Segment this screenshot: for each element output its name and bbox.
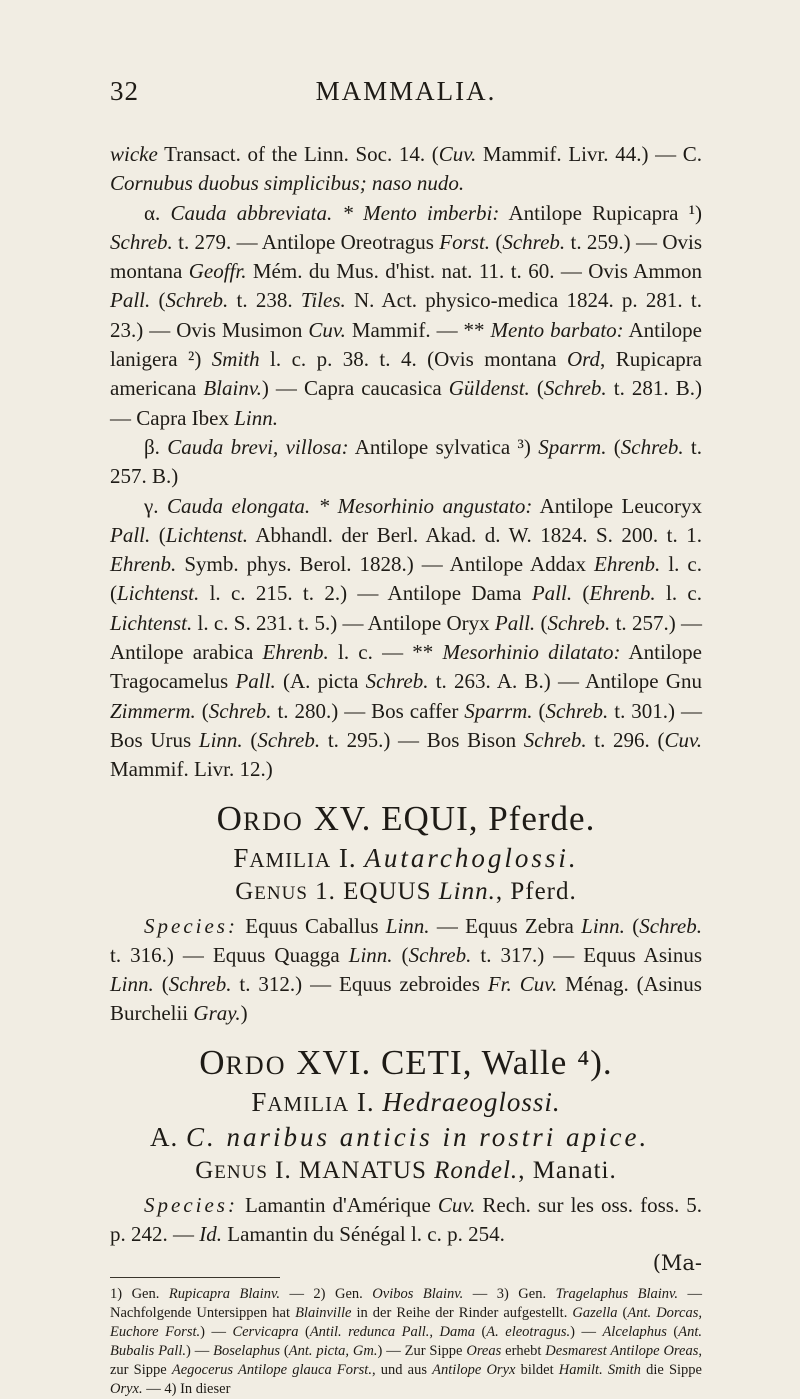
text-run: Ehrenb. <box>262 640 329 665</box>
text-run: Zimmerm. <box>110 698 196 723</box>
text-run: ( <box>150 288 166 313</box>
paragraph-cornubus <box>110 140 702 199</box>
text-run: Ord <box>566 347 601 372</box>
genus-heading-equus <box>110 878 702 906</box>
text-run: Linn. <box>438 877 496 905</box>
text-run: Schreb. <box>620 434 684 459</box>
text-run: Hedraeoglossi. <box>382 1086 561 1117</box>
text-run: ) — Zur Sippe <box>377 1343 467 1360</box>
text-run: Ehrenb. <box>594 552 661 577</box>
text-run: , und aus <box>371 1362 433 1379</box>
text-run: Species: <box>144 1192 238 1217</box>
text-run: ( <box>490 229 503 254</box>
text-run: Ehrenb. <box>110 552 177 577</box>
text-run: Rech. sur les oss. foss. 5. p. 242. — <box>110 1192 702 1247</box>
text-run: Schreb. <box>168 972 232 997</box>
text-run: Ovibos Blainv. <box>372 1286 464 1303</box>
text-run: Cuv. <box>308 317 346 342</box>
text-run: ( <box>535 610 548 635</box>
text-run: ( <box>392 942 409 967</box>
text-run: Antilope sylvatica ³) <box>348 434 539 459</box>
text-run: Ant. picta, Gm. <box>288 1343 378 1360</box>
text-run: Rondel. <box>434 1156 519 1184</box>
text-run: Desmarest Antilope Oreas <box>545 1343 699 1360</box>
text-run: Cauda brevi, villosa: <box>167 434 349 459</box>
text-run: Schreb. <box>257 727 321 752</box>
text-run: Blainv. <box>203 376 262 401</box>
text-run: Smith <box>211 347 260 372</box>
text-run: ( <box>617 1305 628 1322</box>
text-run: Schreb. <box>208 698 272 723</box>
text-run: Güldenst. <box>448 376 530 401</box>
text-run: , Rupicapra americana <box>110 347 703 401</box>
text-run: β. <box>144 434 168 459</box>
text-run: O <box>199 1042 226 1082</box>
text-run: Cuv. <box>438 142 477 166</box>
text-run: Forst. <box>439 229 491 254</box>
text-run: Antilope Oryx <box>432 1362 516 1379</box>
text-run: — Equus Zebra <box>429 913 582 938</box>
paragraph-species-manatus <box>110 1191 702 1250</box>
page-number: 32 <box>110 76 139 106</box>
text-run: Autarchoglossi. <box>364 842 579 873</box>
text-run: Rupicapra Blainv. <box>168 1286 280 1303</box>
text-run: t. 280.) — Bos caffer <box>271 698 465 723</box>
text-run: erhebt <box>501 1343 546 1360</box>
text-run: t. 257.) — Antilope arabica <box>110 610 702 665</box>
text-run: Linn. <box>385 913 430 938</box>
text-run: ( <box>532 698 546 723</box>
text-run: Mammif. Livr. 12.) <box>110 757 273 782</box>
text-run: F <box>251 1086 268 1117</box>
text-run: wicke <box>110 142 158 166</box>
page-body <box>110 140 702 1399</box>
text-run: Sparrm. <box>538 434 607 459</box>
text-run: Lichtenst. <box>110 610 193 635</box>
familia-heading-autarchoglossi <box>110 843 702 874</box>
text-run: Mammif. Livr. 44.) — C. <box>476 142 702 166</box>
text-run: G <box>235 877 255 905</box>
text-run: AMILIA <box>267 1091 350 1116</box>
text-run: l. c. S. 231. t. 5.) — Antilope Oryx <box>192 610 495 635</box>
text-run: Schreb. <box>365 669 429 694</box>
paragraph-beta <box>110 433 702 492</box>
text-run: Pall. <box>235 669 276 694</box>
text-run: F <box>233 842 250 873</box>
text-run: — 2) Gen. <box>279 1286 373 1303</box>
text-run: ( <box>624 913 640 938</box>
text-run: ( <box>153 972 169 997</box>
text-run: RDO <box>225 1050 287 1080</box>
text-run: Blainville <box>295 1305 352 1322</box>
text-run: Pall. <box>110 522 151 547</box>
text-run: RDO <box>242 806 304 836</box>
text-run: Cauda elongata. * Mesorhinio angustato: <box>166 493 533 518</box>
text-run: Ehrenb. <box>589 581 656 606</box>
text-run: Schreb. <box>110 229 173 254</box>
text-run: Pall. <box>531 581 573 606</box>
text-run: Mento barbato: <box>490 317 624 342</box>
text-run: 1. EQUUS <box>307 877 439 905</box>
familia-heading-hedraeoglossi <box>110 1087 702 1118</box>
text-run: Boselaphus <box>213 1343 280 1360</box>
text-run: t. 312.) — Equus zebroides <box>231 972 488 997</box>
text-run: Antilope Rupicapra ¹) <box>499 200 702 225</box>
text-run: Schreb. <box>502 229 566 254</box>
text-run: Schreb. <box>547 610 611 635</box>
text-run: ( <box>529 376 544 401</box>
text-run: ( <box>666 1324 679 1341</box>
text-run: Fr. Cuv. <box>487 972 558 997</box>
text-run: AMILIA <box>249 847 332 872</box>
text-run: ENUS <box>254 882 308 904</box>
text-run: t. 257. B.) <box>110 434 703 489</box>
text-run: Mammif. — ** <box>345 317 491 342</box>
ordo-xv-heading <box>110 799 702 839</box>
text-run: l. c. — ** <box>328 640 443 665</box>
text-run: XV. EQUI, Pferde. <box>303 798 596 838</box>
text-run: in der Reihe der Rinder aufgestellt. <box>351 1305 573 1322</box>
text-run: Cauda abbreviata. * Mento imberbi: <box>170 200 500 225</box>
text-run: I. MANATUS <box>267 1156 435 1184</box>
text-run: ( <box>279 1343 289 1360</box>
text-run: C. naribus anticis in rostri apice. <box>186 1121 650 1152</box>
text-run: Tiles. <box>300 288 346 313</box>
text-run: ( <box>606 434 621 459</box>
text-run: , Manati. <box>518 1156 617 1184</box>
text-run: Abhandl. der Berl. Akad. d. W. 1824. S. 200. t. 1. <box>248 522 702 547</box>
text-run: ( <box>242 727 258 752</box>
text-run: α. <box>144 200 171 225</box>
footnote-rule <box>110 1277 280 1278</box>
text-run: bildet <box>515 1362 559 1379</box>
text-run: A. <box>150 1121 186 1152</box>
text-run: die Sippe <box>640 1362 702 1379</box>
text-run: Schreb. <box>165 288 229 313</box>
text-run: t. 296. ( <box>586 727 665 752</box>
text-run: ) <box>240 1001 248 1026</box>
text-run: Schreb. <box>408 942 472 967</box>
text-run: ( <box>298 1324 310 1341</box>
text-run: Gray. <box>193 1001 241 1026</box>
text-run: Schreb. <box>639 913 702 938</box>
text-run: Cuv. <box>664 727 702 752</box>
text-run: I. <box>349 1086 383 1117</box>
text-run: N. Act. physico-medica 1824. p. 281. t. 23.) — Ovis Musimon <box>110 288 702 342</box>
text-run: 1) Gen. <box>110 1286 169 1303</box>
text-run: XVI. CETI, Walle ⁴). <box>286 1042 613 1082</box>
text-run: t. 238. <box>228 288 301 313</box>
text-run: Antilope Tragocamelus <box>110 640 703 694</box>
text-run: ( <box>195 698 209 723</box>
text-run: Linn. <box>234 405 278 430</box>
text-run: — 4) In dieser <box>142 1381 231 1398</box>
text-run: A. eleotragus. <box>486 1324 571 1341</box>
text-run: Oreas <box>466 1343 502 1360</box>
text-run: Symb. phys. Berol. 1828.) — Antilope Addax <box>176 552 594 577</box>
text-run: Aegocerus Antilope glauca Forst. <box>171 1362 372 1379</box>
footnotes <box>110 1285 702 1399</box>
text-run: Ménag. (Asinus Burchelii <box>110 972 702 1026</box>
text-run: Pall. <box>494 610 536 635</box>
text-run: Ant. Bubalis Pall. <box>110 1324 702 1360</box>
text-run: Mesorhinio dilatato: <box>442 640 621 665</box>
text-run: ( <box>150 522 166 547</box>
text-run: Equus Caballus <box>237 913 386 938</box>
text-run: Geoffr. <box>188 259 247 284</box>
text-run: G <box>195 1156 215 1184</box>
text-run: — Nachfolgende Untersippen hat <box>110 1286 702 1322</box>
text-run: Id. <box>199 1222 222 1247</box>
text-run: Linn. <box>110 972 154 997</box>
text-run: Cervicapra <box>232 1324 299 1341</box>
paragraph-alpha <box>110 199 702 433</box>
text-run: t. 281. B.) — Capra Ibex <box>110 376 702 430</box>
text-run: Gazella <box>572 1305 618 1322</box>
text-run: ) — Capra caucasica <box>261 376 449 401</box>
text-run: Linn. <box>581 913 625 938</box>
text-run: , zur Sippe <box>110 1343 702 1379</box>
text-run: Lamantin du Sénégal l. c. p. 254. <box>222 1222 505 1247</box>
text-run: t. 316.) — Equus Quagga <box>110 942 349 967</box>
text-run: ) — <box>200 1324 233 1341</box>
text-run: — 3) Gen. <box>463 1286 556 1303</box>
text-run: ENUS <box>214 1161 268 1183</box>
text-run: t. 279. — Antilope Oreotragus <box>172 229 440 254</box>
text-run: Pall. <box>110 288 151 313</box>
text-run: Ant. Dorcas, Euchore Forst. <box>110 1305 702 1341</box>
text-run: Mém. du Mus. d'hist. nat. 11. t. 60. — Ovis Ammon <box>246 259 703 284</box>
text-run: Cornubus duobus simplicibus; naso nudo. <box>110 171 465 196</box>
text-run: O <box>216 798 243 838</box>
text-run: t. 259.) — Ovis montana <box>110 229 702 284</box>
text-run: Sparrm. <box>464 698 533 723</box>
text-run: t. 263. A. B.) — Antilope Gnu <box>428 669 702 694</box>
catchword: (Ma- <box>652 1251 702 1276</box>
text-run: Antilope Leucoryx <box>532 493 703 518</box>
genus-heading-manatus <box>110 1157 702 1185</box>
page-header <box>110 76 702 116</box>
text-run: t. 317.) — Equus Asinus <box>471 942 703 967</box>
text-run: l. c. 215. t. 2.) — Antilope Dama <box>199 581 532 606</box>
paragraph-species-equus <box>110 912 702 1029</box>
text-run: ) — <box>186 1343 214 1360</box>
text-run: Oryx. <box>110 1381 143 1398</box>
text-run: Antilope lanigera ²) <box>110 317 702 372</box>
text-run: (A. picta <box>275 669 366 694</box>
text-run: Alcelaphus <box>602 1324 667 1341</box>
text-run: Schreb. <box>543 376 607 401</box>
text-run: t. 301.) — Bos Urus <box>110 698 702 752</box>
text-run: Schreb. <box>523 727 587 752</box>
ordo-xvi-heading <box>110 1043 702 1083</box>
text-run: l. c. <box>655 581 702 606</box>
section-a-heading <box>110 1122 702 1153</box>
paragraph-gamma <box>110 492 702 785</box>
text-run: Antil. redunca Pall., Dama <box>309 1324 475 1341</box>
text-run: l. c. ( <box>110 552 703 606</box>
text-run: Cuv. <box>437 1192 476 1217</box>
text-run: Lichtenst. <box>117 581 200 606</box>
text-run: γ. <box>144 493 167 518</box>
text-run: Schreb. <box>545 698 609 723</box>
text-run: Species: <box>144 913 238 938</box>
running-head: MAMMALIA. <box>315 76 497 106</box>
text-run: Lamantin d'Amérique <box>237 1192 438 1217</box>
text-run: Linn. <box>198 727 243 752</box>
text-run: l. c. p. 38. t. 4. (Ovis montana <box>259 347 567 372</box>
text-run: ( <box>572 581 590 606</box>
text-run: ) — <box>570 1324 603 1341</box>
text-run: , Pferd. <box>495 877 577 905</box>
text-run: t. 295.) — Bos Bison <box>320 727 524 752</box>
text-run: ( <box>474 1324 487 1341</box>
text-run: Transact. of the Linn. Soc. 14. ( <box>157 142 439 166</box>
text-run: Linn. <box>348 942 393 967</box>
text-run: Tragelaphus Blainv. <box>555 1286 678 1303</box>
text-run: Hamilt. Smith <box>558 1362 641 1379</box>
text-run: I. <box>331 842 365 873</box>
text-run: Lichtenst. <box>165 522 248 547</box>
